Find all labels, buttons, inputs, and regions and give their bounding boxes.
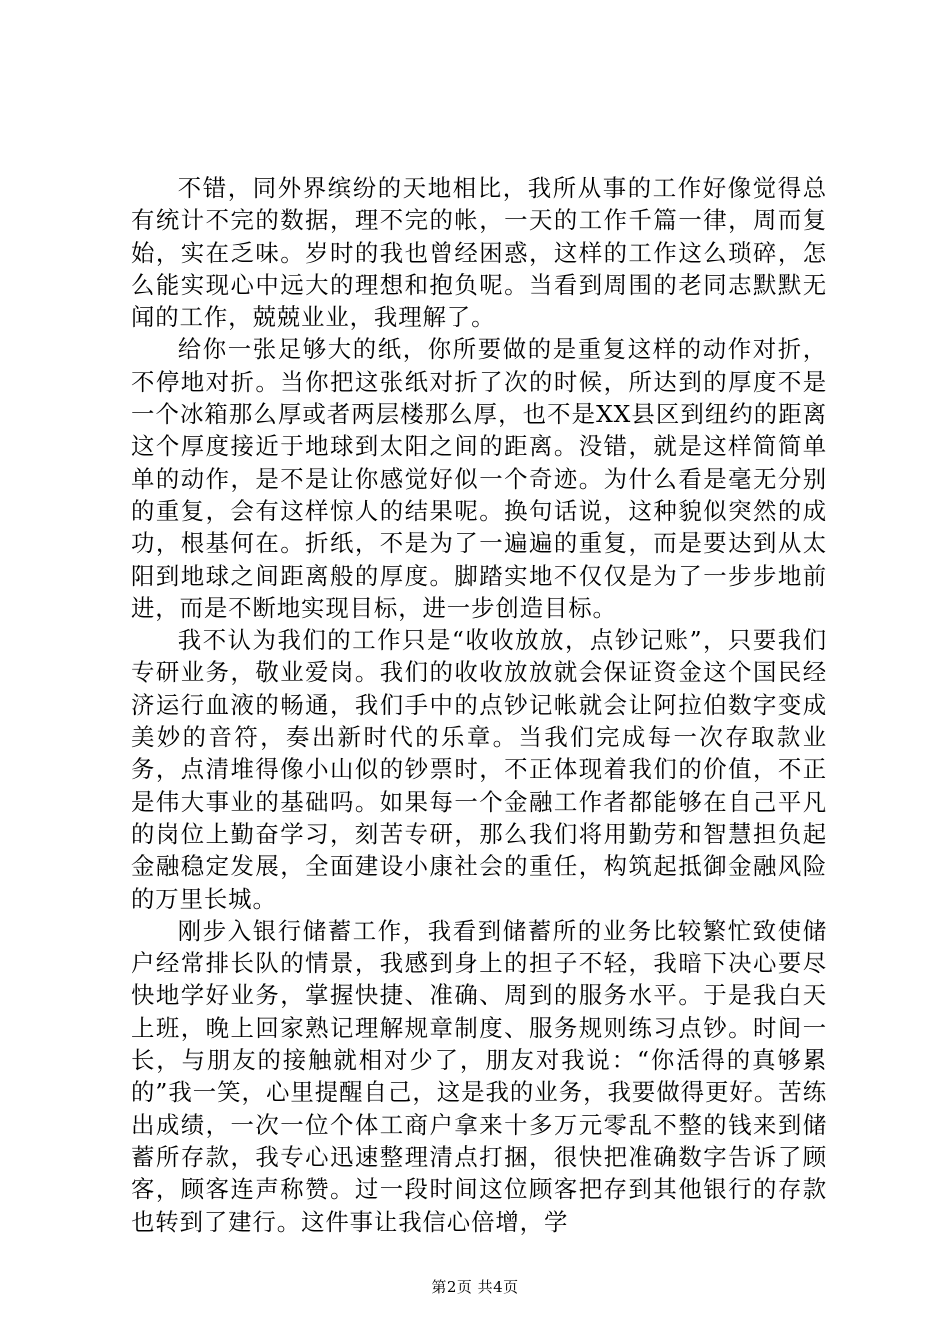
page-footer: 第2页 共4页 [431,1278,519,1296]
document-body [131,172,827,1238]
paragraph-3: 我不认为我们的工作只是“收收放放，点钞记账”，只要我们专研业务，敬业爱岗。我们的收收放放就会保证资金这个国民经济运行血液的畅通，我们手中的点钞记帐就会让阿拉伯数字变成美妙的音符，奏出新时代的乐章。当我们完成每一次存取款业务，点清堆得像小山似的钞票时，不正体现着我们的价值，不正是伟大事业的基础吗。如果每一个金融工作者都能够在自己平凡的岗位上勤奋学习，刻苦专研，那么我们将用勤劳和智慧担负起金融稳定发展，全面建设小康社会的重任，构筑起抵御金融风险的万里长城。 [131,626,827,913]
paragraph-1: 不错，同外界缤纷的天地相比，我所从事的工作好像觉得总有统计不完的数据，理不完的帐，一天的工作千篇一律，周而复始，实在乏味。岁时的我也曾经困惑，这样的工作这么琐碎，怎么能实现心中远大的理想和抱负呢。当看到周围的老同志默默无闻的工作，兢兢业业，我理解了。 [131,174,827,332]
paragraph-2: 给你一张足够大的纸，你所要做的是重复这样的动作对折，不停地对折。当你把这张纸对折了次的时候，所达到的厚度不是一个冰箱那么厚或者两层楼那么厚，也不是XX县区到纽约的距离这个厚度接近于地球到太阳之间的距离。没错，就是这样简简单单的动作，是不是让你感觉好似一个奇迹。为什么看是毫无分别的重复，会有这样惊人的结果呢。换句话说，这种貌似突然的成功，根基何在。折纸，不是为了一遍遍的重复，而是要达到从太阳到地球之间距离般的厚度。脚踏实地不仅仅是为了一步步地前进，而是不断地实现目标，进一步创造目标。 [131,335,827,622]
paragraph-4: 刚步入银行储蓄工作，我看到储蓄所的业务比较繁忙致使储户经常排长队的情景，我感到身上的担子不轻，我暗下决心要尽快地学好业务，掌握快捷、准确、周到的服务水平。于是我白天上班，晚上回家熟记理解规章制度、服务规则练习点钞。时间一长，与朋友的接触就相对少了，朋友对我说：“你活得的真够累的”我一笑，心里提醒自己，这是我的业务，我要做得更好。苦练出成绩，一次一位个体工商户拿来十多万元零乱不整的钱来到储蓄所存款，我专心迅速整理清点打捆，很快把准确数字告诉了顾客，顾客连声称赞。过一段时间这位顾客把存到其他银行的存款也转到了建行。这件事让我信心倍增，学 [131,916,827,1236]
